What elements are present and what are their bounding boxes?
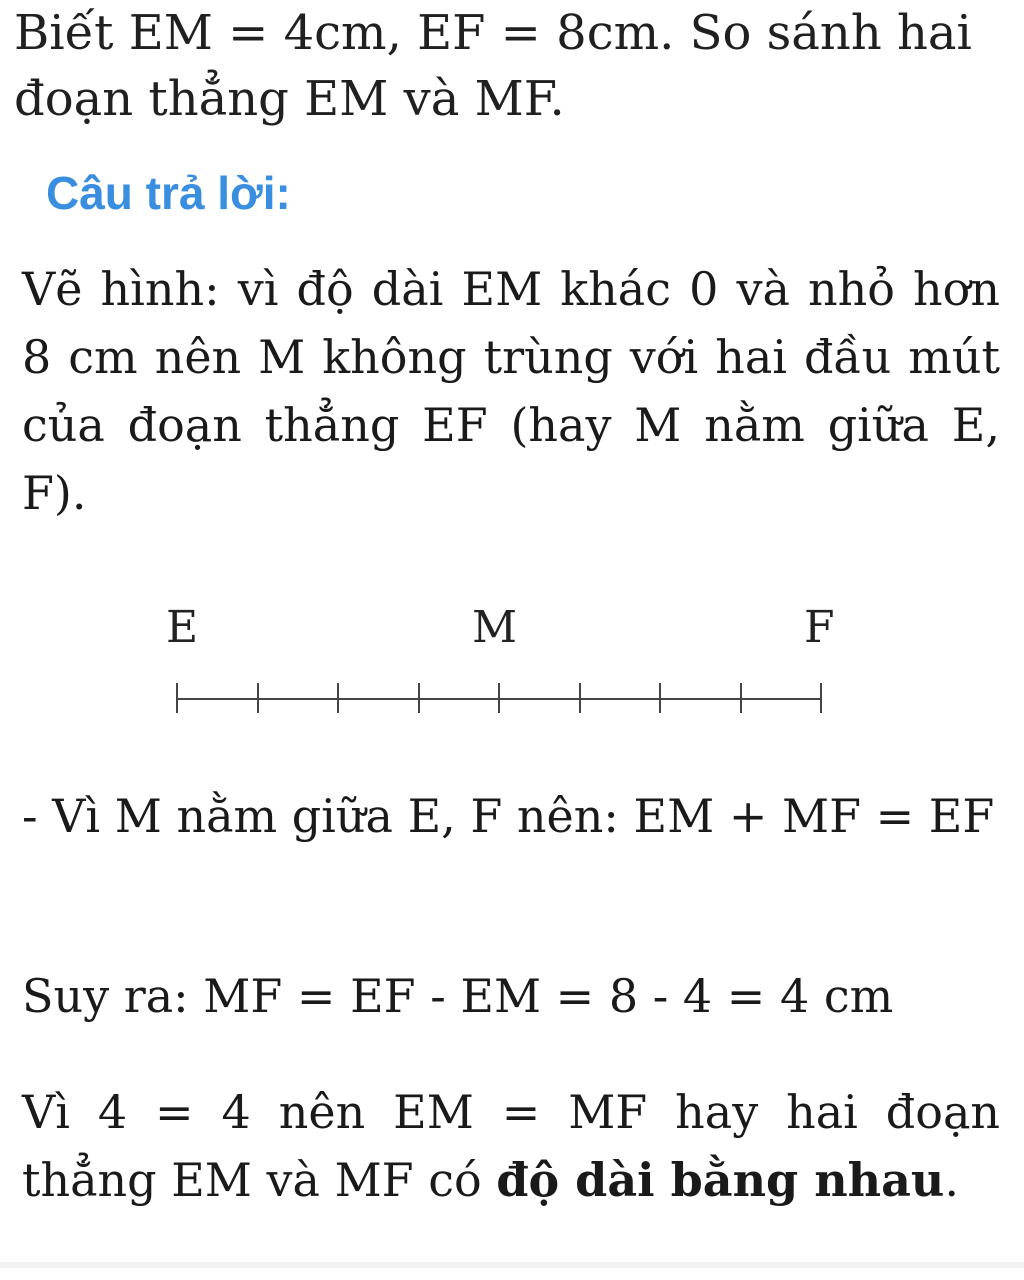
answer-heading: Câu trả lời: bbox=[46, 167, 291, 219]
conclusion-prefix: Vì 4 = 4 nên EM = MF hay hai đoạn thẳng EM và MF có bbox=[22, 1085, 1000, 1207]
question-line-1: Biết EM = 4cm, EF = 8cm. So sánh hai bbox=[14, 5, 972, 61]
segment-tick bbox=[418, 683, 420, 713]
segment-tick bbox=[337, 683, 339, 713]
calculation-statement: Suy ra: MF = EF - EM = 8 - 4 = 4 cm bbox=[22, 969, 894, 1023]
point-label-m: M bbox=[472, 602, 518, 653]
segment-tick bbox=[579, 683, 581, 713]
drawing-explanation: Vẽ hình: vì độ dài EM khác 0 và nhỏ hơn 8 cm nên M không trùng với hai đầu mút của đoạn thẳng EF (hay M nằm giữa E, F). bbox=[22, 262, 1000, 520]
conclusion-statement bbox=[22, 1078, 1000, 1214]
segment-tick bbox=[740, 683, 742, 713]
question-line-2: đoạn thẳng EM và MF. bbox=[14, 71, 565, 127]
conclusion-bold: độ dài bằng nhau bbox=[496, 1153, 945, 1207]
segment-tick bbox=[176, 683, 178, 713]
segment-tick-m bbox=[498, 683, 500, 713]
point-label-f: F bbox=[804, 602, 835, 653]
segment-tick bbox=[257, 683, 259, 713]
segment-figure bbox=[150, 596, 870, 726]
conclusion-suffix: . bbox=[944, 1153, 959, 1207]
question-text bbox=[14, 0, 1004, 132]
segment-tick bbox=[659, 683, 661, 713]
sum-statement: - Vì M nằm giữa E, F nên: EM + MF = EF bbox=[22, 789, 995, 843]
segment-tick bbox=[820, 683, 822, 713]
point-label-e: E bbox=[166, 602, 199, 653]
bottom-divider bbox=[0, 1262, 1024, 1268]
